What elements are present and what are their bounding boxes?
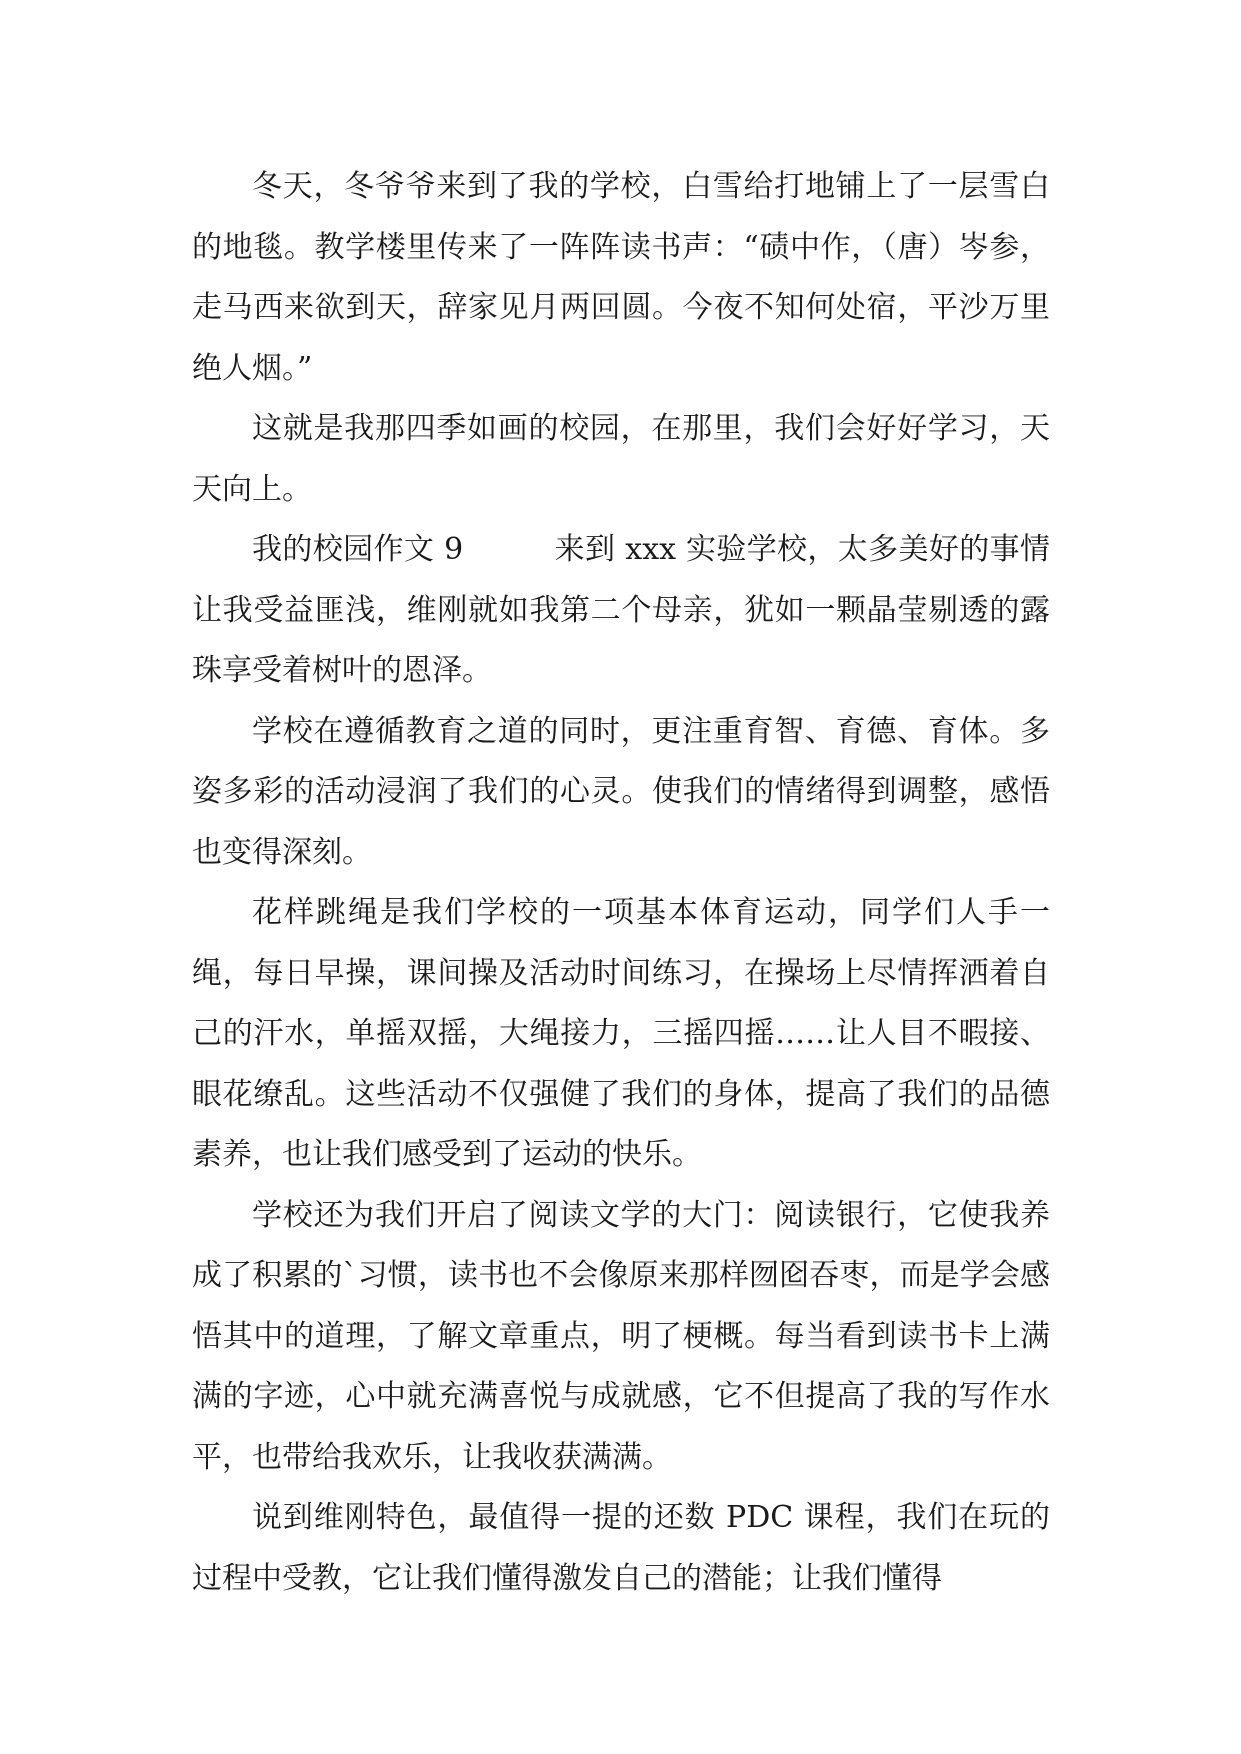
paragraph-education: 学校在遵循教育之道的同时，更注重育智、育德、育体。多姿多彩的活动浸润了我们的心灵。使我们的情绪得到调整，感悟也变得深刻。 xyxy=(192,713,1050,870)
paragraph-winter: 冬天，冬爷爷来到了我的学校，白雪给打地铺上了一层雪白的地毯。教学楼里传来了一阵阵读书声：“碛中作，（唐）岑参，走马西来欲到天，辞家见月两回圆。今夜不知何处宿，平沙万里绝人烟。” xyxy=(192,169,1050,386)
document-body xyxy=(192,157,1050,1609)
paragraph-four-seasons: 这就是我那四季如画的校园，在那里，我们会好好学习，天天向上。 xyxy=(192,411,1050,507)
paragraph-essay-9: 我的校园作文 9 来到 xxx 实验学校，太多美好的事情让我受益匪浅，维刚就如我第二个母亲，犹如一颗晶莹剔透的露珠享受着树叶的恩泽。 xyxy=(192,532,1050,688)
paragraph-rope-skipping: 花样跳绳是我们学校的一项基本体育运动，同学们人手一绳，每日早操，课间操及活动时间练习，在操场上尽情挥洒着自己的汗水，单摇双摇，大绳接力，三摇四摇……让人目不暇接、眼花缭乱。这些活动不仅强健了我们的身体，提高了我们的品德素养，也让我们感受到了运动的快乐。 xyxy=(192,895,1050,1172)
paragraph-pdc-course: 说到维刚特色，最值得一提的还数 PDC 课程，我们在玩的过程中受教，它让我们懂得激发自己的潜能；让我们懂得 xyxy=(192,1500,1050,1596)
paragraph-reading: 学校还为我们开启了阅读文学的大门：阅读银行，它使我养成了积累的`习惯，读书也不会像原来那样囫囵吞枣，而是学会感悟其中的道理，了解文章重点，明了梗概。每当看到读书卡上满满的字迹，心中就充满喜悦与成就感，它不但提高了我的写作水平，也带给我欢乐，让我收获满满。 xyxy=(192,1197,1050,1475)
